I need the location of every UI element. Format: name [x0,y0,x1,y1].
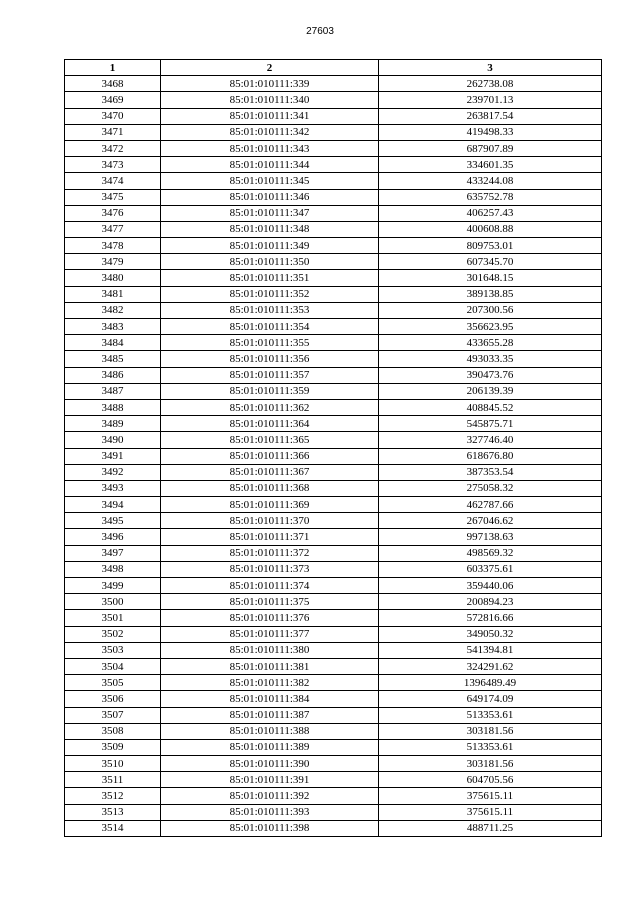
row-number-cell: 3488 [65,399,161,415]
row-number-cell: 3482 [65,302,161,318]
cadastral-number-cell: 85:01:010111:341 [161,108,379,124]
table-row [65,675,602,691]
table-row [65,319,602,335]
row-number-cell: 3498 [65,561,161,577]
row-number-cell: 3474 [65,173,161,189]
cadastral-number-cell: 85:01:010111:398 [161,820,379,836]
row-number-cell: 3471 [65,124,161,140]
page-number: 27603 [306,26,334,37]
cadastral-number-cell: 85:01:010111:351 [161,270,379,286]
row-number-cell: 3476 [65,205,161,221]
cadastral-number-cell: 85:01:010111:392 [161,788,379,804]
cadastral-number-cell: 85:01:010111:348 [161,221,379,237]
table-row [65,432,602,448]
value-cell: 419498.33 [379,124,602,140]
cadastral-number-cell: 85:01:010111:382 [161,675,379,691]
row-number-cell: 3473 [65,157,161,173]
value-cell: 498569.32 [379,545,602,561]
value-cell: 572816.66 [379,610,602,626]
cadastral-number-cell: 85:01:010111:368 [161,480,379,496]
cadastral-number-cell: 85:01:010111:344 [161,157,379,173]
cadastral-number-cell: 85:01:010111:342 [161,124,379,140]
value-cell: 635752.78 [379,189,602,205]
row-number-cell: 3513 [65,804,161,820]
cadastral-number-cell: 85:01:010111:347 [161,205,379,221]
row-number-cell: 3489 [65,416,161,432]
value-cell: 375615.11 [379,788,602,804]
row-number-cell: 3503 [65,642,161,658]
cadastral-number-cell: 85:01:010111:369 [161,497,379,513]
cadastral-number-cell: 85:01:010111:343 [161,140,379,156]
cadastral-number-cell: 85:01:010111:373 [161,561,379,577]
table-row [65,626,602,642]
cadastral-number-cell: 85:01:010111:357 [161,367,379,383]
row-number-cell: 3486 [65,367,161,383]
value-cell: 400608.88 [379,221,602,237]
cadastral-number-cell: 85:01:010111:384 [161,691,379,707]
row-number-cell: 3506 [65,691,161,707]
table-row [65,416,602,432]
row-number-cell: 3491 [65,448,161,464]
table-row [65,788,602,804]
table-row [65,335,602,351]
row-number-cell: 3512 [65,788,161,804]
table-row [65,464,602,480]
cadastral-number-cell: 85:01:010111:346 [161,189,379,205]
value-cell: 687907.89 [379,140,602,156]
value-cell: 649174.09 [379,691,602,707]
value-cell: 387353.54 [379,464,602,480]
cadastral-number-cell: 85:01:010111:375 [161,594,379,610]
cadastral-number-cell: 85:01:010111:362 [161,399,379,415]
value-cell: 493033.35 [379,351,602,367]
column-header-1: 1 [65,60,161,76]
table-row [65,642,602,658]
row-number-cell: 3477 [65,221,161,237]
table-header [65,60,602,76]
table-row [65,561,602,577]
value-cell: 356623.95 [379,319,602,335]
row-number-cell: 3469 [65,92,161,108]
table-row [65,124,602,140]
cadastral-number-cell: 85:01:010111:350 [161,254,379,270]
value-cell: 324291.62 [379,658,602,674]
value-cell: 433655.28 [379,335,602,351]
table-row [65,804,602,820]
table-row [65,367,602,383]
table-row [65,92,602,108]
cadastral-number-cell: 85:01:010111:345 [161,173,379,189]
cadastral-number-cell: 85:01:010111:354 [161,319,379,335]
row-number-cell: 3504 [65,658,161,674]
cadastral-number-cell: 85:01:010111:391 [161,772,379,788]
table-row [65,594,602,610]
value-cell: 239701.13 [379,92,602,108]
value-cell: 359440.06 [379,578,602,594]
row-number-cell: 3484 [65,335,161,351]
cadastral-number-cell: 85:01:010111:372 [161,545,379,561]
value-cell: 390473.76 [379,367,602,383]
row-number-cell: 3494 [65,497,161,513]
cadastral-number-cell: 85:01:010111:376 [161,610,379,626]
cadastral-number-cell: 85:01:010111:374 [161,578,379,594]
value-cell: 545875.71 [379,416,602,432]
row-number-cell: 3501 [65,610,161,626]
header-row [65,60,602,76]
value-cell: 462787.66 [379,497,602,513]
cadastral-number-cell: 85:01:010111:364 [161,416,379,432]
value-cell: 375615.11 [379,804,602,820]
table-row [65,140,602,156]
table-row [65,351,602,367]
value-cell: 997138.63 [379,529,602,545]
value-cell: 513353.61 [379,707,602,723]
row-number-cell: 3481 [65,286,161,302]
cadastral-number-cell: 85:01:010111:390 [161,756,379,772]
table-row [65,756,602,772]
table-row [65,723,602,739]
table-row [65,529,602,545]
table-row [65,707,602,723]
table-row [65,772,602,788]
value-cell: 206139.39 [379,383,602,399]
row-number-cell: 3511 [65,772,161,788]
table-row [65,302,602,318]
row-number-cell: 3492 [65,464,161,480]
table-row [65,610,602,626]
value-cell: 408845.52 [379,399,602,415]
cadastral-number-cell: 85:01:010111:359 [161,383,379,399]
cadastral-number-cell: 85:01:010111:352 [161,286,379,302]
table-row [65,480,602,496]
row-number-cell: 3480 [65,270,161,286]
value-cell: 513353.61 [379,739,602,755]
row-number-cell: 3493 [65,480,161,496]
table-row [65,578,602,594]
row-number-cell: 3485 [65,351,161,367]
table-row [65,238,602,254]
value-cell: 262738.08 [379,76,602,92]
row-number-cell: 3470 [65,108,161,124]
table-row [65,448,602,464]
cadastral-number-cell: 85:01:010111:393 [161,804,379,820]
value-cell: 200894.23 [379,594,602,610]
column-header-2: 2 [161,60,379,76]
cadastral-number-cell: 85:01:010111:381 [161,658,379,674]
value-cell: 1396489.49 [379,675,602,691]
table-row [65,545,602,561]
cadastral-number-cell: 85:01:010111:356 [161,351,379,367]
value-cell: 488711.25 [379,820,602,836]
cadastral-number-cell: 85:01:010111:365 [161,432,379,448]
table-row [65,173,602,189]
value-cell: 334601.35 [379,157,602,173]
cadastral-number-cell: 85:01:010111:353 [161,302,379,318]
cadastral-number-cell: 85:01:010111:339 [161,76,379,92]
row-number-cell: 3472 [65,140,161,156]
value-cell: 207300.56 [379,302,602,318]
value-cell: 433244.08 [379,173,602,189]
cadastral-number-cell: 85:01:010111:367 [161,464,379,480]
value-cell: 389138.85 [379,286,602,302]
cadastral-number-cell: 85:01:010111:355 [161,335,379,351]
row-number-cell: 3505 [65,675,161,691]
value-cell: 604705.56 [379,772,602,788]
cadastral-number-cell: 85:01:010111:371 [161,529,379,545]
table-row [65,691,602,707]
table-body [65,76,602,837]
value-cell: 406257.43 [379,205,602,221]
cadastral-number-cell: 85:01:010111:387 [161,707,379,723]
row-number-cell: 3500 [65,594,161,610]
row-number-cell: 3490 [65,432,161,448]
table-row [65,108,602,124]
table-row [65,76,602,92]
row-number-cell: 3475 [65,189,161,205]
table-row [65,513,602,529]
table-row [65,383,602,399]
cadastral-number-cell: 85:01:010111:340 [161,92,379,108]
cadastral-number-cell: 85:01:010111:389 [161,739,379,755]
table-row [65,739,602,755]
cadastral-number-cell: 85:01:010111:388 [161,723,379,739]
row-number-cell: 3483 [65,319,161,335]
row-number-cell: 3479 [65,254,161,270]
value-cell: 809753.01 [379,238,602,254]
value-cell: 603375.61 [379,561,602,577]
row-number-cell: 3496 [65,529,161,545]
column-header-3: 3 [379,60,602,76]
table-row [65,254,602,270]
value-cell: 267046.62 [379,513,602,529]
cadastral-number-cell: 85:01:010111:366 [161,448,379,464]
row-number-cell: 3508 [65,723,161,739]
row-number-cell: 3502 [65,626,161,642]
cadastral-number-cell: 85:01:010111:349 [161,238,379,254]
value-cell: 349050.32 [379,626,602,642]
table-row [65,221,602,237]
row-number-cell: 3507 [65,707,161,723]
cadastral-value-table [64,59,602,837]
row-number-cell: 3487 [65,383,161,399]
value-cell: 541394.81 [379,642,602,658]
table-row [65,820,602,836]
row-number-cell: 3468 [65,76,161,92]
cadastral-number-cell: 85:01:010111:377 [161,626,379,642]
value-cell: 303181.56 [379,723,602,739]
value-cell: 301648.15 [379,270,602,286]
row-number-cell: 3478 [65,238,161,254]
table-row [65,497,602,513]
value-cell: 303181.56 [379,756,602,772]
value-cell: 618676.80 [379,448,602,464]
row-number-cell: 3509 [65,739,161,755]
table-row [65,658,602,674]
row-number-cell: 3497 [65,545,161,561]
cadastral-number-cell: 85:01:010111:370 [161,513,379,529]
row-number-cell: 3495 [65,513,161,529]
table-row [65,205,602,221]
table-row [65,286,602,302]
value-cell: 327746.40 [379,432,602,448]
table-row [65,189,602,205]
value-cell: 263817.54 [379,108,602,124]
table-row [65,399,602,415]
cadastral-number-cell: 85:01:010111:380 [161,642,379,658]
row-number-cell: 3499 [65,578,161,594]
value-cell: 275058.32 [379,480,602,496]
table-row [65,157,602,173]
table-row [65,270,602,286]
value-cell: 607345.70 [379,254,602,270]
row-number-cell: 3514 [65,820,161,836]
row-number-cell: 3510 [65,756,161,772]
